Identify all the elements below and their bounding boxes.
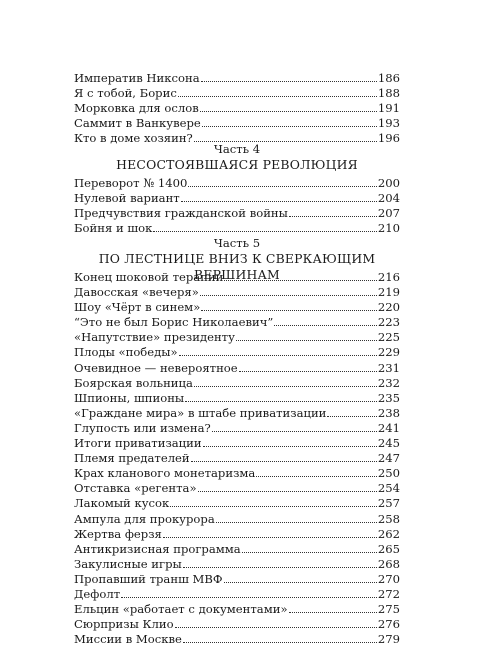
toc-entry-title: Шоу «Чёрт в синем» [74,300,201,315]
toc-entry-page: 258 [377,511,400,526]
toc-entry-title: Нулевой вариант [74,191,180,206]
toc-entry [74,406,400,421]
part-title: ПО ЛЕСТНИЦЕ ВНИЗ К СВЕРКАЮЩИМ ВЕРШИНАМ [98,251,376,282]
toc-entry [74,315,400,330]
toc-entry [74,345,400,360]
dot-leader [224,271,376,281]
toc-entry-page: 275 [377,602,400,617]
dot-leader [153,222,376,232]
toc-entry [74,376,400,391]
toc-entry-title: Антикризисная программа [74,541,241,556]
toc-entry-title: Крах кланового монетаризма [74,466,256,481]
toc-entry-title: Племя предателей [74,451,190,466]
toc-entry [74,71,400,86]
toc-entry-page: 219 [377,285,400,300]
toc-section-part-5 [74,270,400,647]
toc-entry-page: 262 [377,526,400,541]
toc-entry-page: 250 [377,466,400,481]
toc-entry-page: 231 [377,360,400,375]
toc-entry-page: 235 [377,390,400,405]
toc-entry-title: “Это не был Борис Николаевич” [74,315,274,330]
toc-entry-page: 196 [377,131,400,146]
dot-leader [274,316,377,326]
toc-entry-title: Закулисные игры [74,556,182,571]
toc-entry-page: 216 [377,270,400,284]
toc-entry-title: Бойня и шок [74,221,153,236]
toc-entry [74,527,400,542]
dot-leader [289,207,377,217]
toc-entry [74,557,400,572]
toc-entry-page: 270 [377,571,400,586]
toc-entry-title: Лакомый кусок [74,496,170,511]
dot-leader [200,286,377,296]
toc-entry-title: Миссии в Москве [74,632,182,647]
toc-entry-title: Дефолт [74,586,121,601]
toc-entry-page: 245 [377,436,400,451]
toc-entry-title: Итоги приватизации [74,436,202,451]
dot-leader [185,392,377,402]
dot-leader [175,618,377,628]
toc-entry [74,466,400,481]
toc-entry [74,285,400,300]
dot-leader [194,132,377,142]
toc-entry-page: 265 [377,541,400,556]
toc-entry-page: 223 [377,315,400,330]
dot-leader [198,482,377,492]
dot-leader [242,543,377,553]
toc-entry-page: 186 [377,71,400,85]
dot-leader [236,331,377,341]
toc-entry-page: 210 [377,221,400,236]
toc-entry-page: 204 [377,191,400,206]
toc-entry [74,86,400,101]
toc-entry [74,542,400,557]
dot-leader [163,528,377,538]
dot-leader [203,437,377,447]
dot-leader [181,192,377,202]
part-label: Часть 4 [213,142,261,156]
toc-entry-page: 257 [377,496,400,511]
toc-entry [74,270,400,285]
toc-entry-title: Очевидное — невероятное [74,360,238,375]
toc-entry-page: 254 [377,481,400,496]
toc-entry-title: Отставка «регента» [74,481,197,496]
toc-entry-title: Конец шоковой терапии [74,270,224,284]
toc-entry-title: Плоды «победы» [74,345,178,360]
toc-entry-page: 229 [377,345,400,360]
toc-entry-page: 220 [377,300,400,315]
part-title: НЕСОСТОЯВШАЯСЯ РЕВОЛЮЦИЯ [116,157,358,172]
dot-leader [178,87,377,97]
dot-leader [289,603,377,613]
toc-entry-page: 272 [377,586,400,601]
toc-entry-page: 188 [377,86,400,101]
toc-entry-title: «Граждане мира» в штабе приватизации [74,405,327,420]
dot-leader [183,633,377,643]
toc-entry-title: Глупость или измена? [74,420,211,435]
dot-leader [121,588,377,598]
toc-entry-page: 193 [377,116,400,131]
toc-entry-title: Жертва ферзя [74,526,162,541]
toc-entry [74,481,400,496]
toc-entry-page: 225 [377,330,400,345]
toc-entry-title: Предчувствия гражданской войны [74,206,288,221]
toc-entry-page: 279 [377,632,400,647]
dot-leader [201,301,377,311]
part-4-heading [74,142,400,173]
toc-entry-page: 241 [377,420,400,435]
toc-entry [74,330,400,345]
toc-entry-page: 238 [377,405,400,420]
toc-entry [74,391,400,406]
toc-entry-title: Давосская «вечеря» [74,285,199,300]
toc-entry-page: 232 [377,375,400,390]
toc-entry-page: 247 [377,451,400,466]
dot-leader [239,362,377,372]
toc-entry [74,176,400,191]
toc-entry-title: «Напутствие» президенту [74,330,235,345]
toc-entry [74,602,400,617]
toc-entry-title: Я с тобой, Борис [74,86,177,101]
toc-entry [74,451,400,466]
dot-leader [183,558,377,568]
toc-entry-page: 268 [377,556,400,571]
toc-section-part-4 [74,176,400,236]
toc-entry-title: Шпионы, шпионы [74,390,185,405]
toc-entry [74,632,400,647]
dot-leader [202,117,377,127]
toc-entry-title: Боярская вольница [74,375,193,390]
dot-leader [200,102,377,112]
toc-entry [74,300,400,315]
toc-entry-title: Саммит в Ванкувере [74,116,201,131]
toc-entry-title: Императив Никсона [74,71,200,85]
toc-entry [74,221,400,236]
dot-leader [256,467,377,477]
part-label: Часть 5 [213,236,261,250]
toc-entry-title: Сюрпризы Клио [74,617,174,632]
toc-entry-page: 200 [377,176,400,190]
toc-entry [74,436,400,451]
toc-entry [74,116,400,131]
toc-entry [74,101,400,116]
toc-entry-title: Морковка для ослов [74,101,199,116]
toc-entry [74,206,400,221]
toc-entry-page: 191 [377,101,400,116]
toc-entry-title: Ампула для прокурора [74,511,215,526]
toc-entry [74,361,400,376]
dot-leader [170,497,377,507]
toc-entry-title: Ельцин «работает с документами» [74,602,288,617]
toc-entry [74,421,400,436]
toc-entry [74,617,400,632]
dot-leader [212,422,377,432]
toc-entry-title: Переворот № 1400 [74,176,188,190]
dot-leader [216,513,377,523]
dot-leader [224,573,377,583]
toc-entry-page: 207 [377,206,400,221]
toc-entry [74,512,400,527]
dot-leader [188,177,376,187]
dot-leader [194,377,377,387]
toc-section-continued [74,71,400,146]
toc-entry [74,496,400,511]
dot-leader [191,452,377,462]
dot-leader [327,407,376,417]
dot-leader [201,72,377,82]
toc-entry-title: Кто в доме хозяин? [74,131,193,146]
toc-entry-page: 276 [377,617,400,632]
toc-entry [74,191,400,206]
toc-entry [74,572,400,587]
dot-leader [179,346,377,356]
toc-entry-title: Пропавший транш МВФ [74,571,223,586]
toc-entry [74,587,400,602]
